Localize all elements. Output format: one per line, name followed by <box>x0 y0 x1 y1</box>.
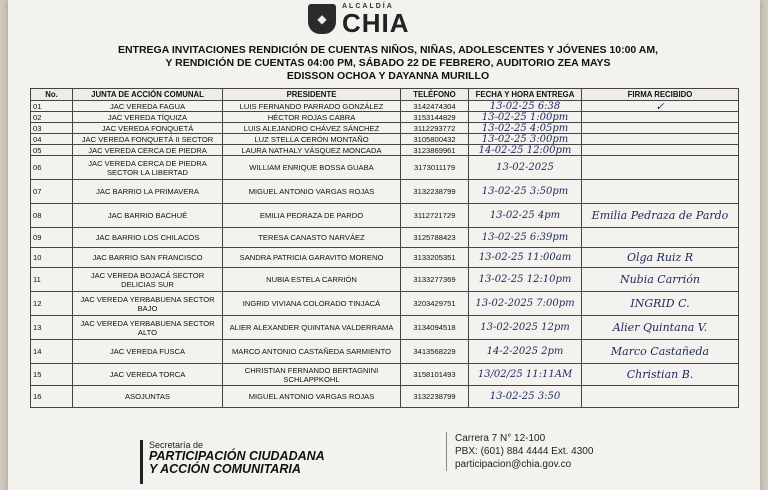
cell-junta: JAC BARRIO BACHUÉ <box>73 204 223 228</box>
cell-no: 03 <box>31 123 73 134</box>
cell-fecha: 13-02-25 4pm <box>469 204 582 228</box>
cell-presidente: LUZ STELLA CERÓN MONTAÑO <box>223 134 401 145</box>
table-row <box>31 145 739 156</box>
cell-telefono: 3142474304 <box>401 101 469 112</box>
cell-no: 15 <box>31 364 73 386</box>
heading-line-2: Y RENDICIÓN DE CUENTAS 04:00 PM, SÁBADO 22 DE FEBRERO, AUDITORIO ZEA MAYS <box>165 57 611 69</box>
cell-presidente: WILLIAM ENRIQUE BOSSA GUABA <box>223 156 401 180</box>
cell-no: 04 <box>31 134 73 145</box>
cell-fecha: 13-02-2025 <box>469 156 582 180</box>
logo-big-text: CHIA <box>342 7 410 38</box>
cell-fecha: 14-02-25 12:00pm <box>469 145 582 156</box>
cell-no: 01 <box>31 101 73 112</box>
cell-junta: JAC VEREDA YERBABUENA SECTOR ALTO <box>73 316 223 340</box>
cell-telefono: 3133277369 <box>401 268 469 292</box>
table-row <box>31 123 739 134</box>
table-row <box>31 228 739 248</box>
col-header-no: No. <box>31 89 73 101</box>
cell-junta: JAC VEREDA FONQUETÁ <box>73 123 223 134</box>
cell-fecha: 13-02-25 3:50pm <box>469 180 582 204</box>
address-text: Carrera 7 N° 12-100 <box>455 433 546 444</box>
cell-junta: JAC VEREDA BOJACÁ SECTOR DELICIAS SUR <box>73 268 223 292</box>
table-row <box>31 101 739 112</box>
email-text: participacion@chia.gov.co <box>455 459 572 470</box>
table-row <box>31 364 739 386</box>
cell-presidente: EMILIA PEDRAZA DE PARDO <box>223 204 401 228</box>
pbx-text: PBX: (601) 884 4444 Ext. 4300 <box>455 446 594 457</box>
cell-firma: INGRID C. <box>582 292 739 316</box>
secretaria-logo <box>140 440 369 484</box>
secretaria-name-line-2: Y ACCIÓN COMUNITARIA <box>149 462 301 476</box>
cell-firma: Emilia Pedraza de Pardo <box>582 204 739 228</box>
cell-telefono: 3153144829 <box>401 112 469 123</box>
cell-firma <box>582 134 739 145</box>
cell-presidente: MIGUEL ANTONIO VARGAS ROJAS <box>223 180 401 204</box>
cell-fecha: 14-2-2025 2pm <box>469 340 582 364</box>
coat-of-arms-icon: ◆ <box>308 4 336 34</box>
cell-telefono: 3413568229 <box>401 340 469 364</box>
cell-presidente: NUBIA ESTELA CARRIÓN <box>223 268 401 292</box>
cell-fecha: 13-02-25 12:10pm <box>469 268 582 292</box>
cell-presidente: ALIER ALEXANDER QUINTANA VALDERRAMA <box>223 316 401 340</box>
cell-firma: Alier Quintana V. <box>582 316 739 340</box>
cell-no: 16 <box>31 386 73 408</box>
cell-telefono: 3125788423 <box>401 228 469 248</box>
cell-fecha: 13-02-25 1:00pm <box>469 112 582 123</box>
alcaldia-logo <box>308 2 468 36</box>
cell-firma: ✓ <box>582 101 739 112</box>
cell-firma <box>582 386 739 408</box>
col-header-presidente: PRESIDENTE <box>223 89 401 101</box>
cell-presidente: CHRISTIAN FERNANDO BERTAGNINI SCHLAPPKOHL <box>223 364 401 386</box>
cell-telefono: 3132238799 <box>401 386 469 408</box>
cell-no: 10 <box>31 248 73 268</box>
table-row <box>31 316 739 340</box>
cell-junta: JAC VEREDA FONQUETÁ II SECTOR <box>73 134 223 145</box>
cell-firma: Nubia Carrión <box>582 268 739 292</box>
cell-fecha: 13-02-2025 7:00pm <box>469 292 582 316</box>
cell-presidente: INGRID VIVIANA COLORADO TINJACÁ <box>223 292 401 316</box>
cell-junta: JAC VEREDA TORCA <box>73 364 223 386</box>
cell-fecha: 13-02-25 3:50 <box>469 386 582 408</box>
delivery-table <box>30 88 739 408</box>
cell-no: 05 <box>31 145 73 156</box>
cell-junta: JAC BARRIO LA PRIMAVERA <box>73 180 223 204</box>
secretaria-name-line-1: PARTICIPACIÓN CIUDADANA <box>149 449 325 463</box>
cell-telefono: 3133205351 <box>401 248 469 268</box>
cell-telefono: 3134094518 <box>401 316 469 340</box>
cell-junta: JAC VEREDA FUSCA <box>73 340 223 364</box>
cell-no: 07 <box>31 180 73 204</box>
cell-fecha: 13-02-25 11:00am <box>469 248 582 268</box>
cell-telefono: 3158101493 <box>401 364 469 386</box>
cell-fecha: 13-02-2025 12pm <box>469 316 582 340</box>
col-header-fecha: FECHA Y HORA ENTREGA <box>469 89 582 101</box>
table-row <box>31 386 739 408</box>
contact-block <box>446 432 705 471</box>
cell-presidente: HÉCTOR ROJAS CABRA <box>223 112 401 123</box>
table-row <box>31 180 739 204</box>
cell-no: 11 <box>31 268 73 292</box>
cell-fecha: 13-02-25 6:39pm <box>469 228 582 248</box>
table-row <box>31 204 739 228</box>
cell-telefono: 3203429751 <box>401 292 469 316</box>
cell-no: 06 <box>31 156 73 180</box>
cell-firma <box>582 156 739 180</box>
col-header-telefono: TELÉFONO <box>401 89 469 101</box>
logo-small-text: ALCALDÍA <box>342 2 394 10</box>
cell-firma <box>582 228 739 248</box>
cell-fecha: 13-02-25 3:00pm <box>469 134 582 145</box>
secretaria-label: Secretaría de <box>149 440 204 450</box>
cell-presidente: MIGUEL ANTONIO VARGAS ROJAS <box>223 386 401 408</box>
cell-presidente: LUIS FERNANDO PARRADO GONZÁLEZ <box>223 101 401 112</box>
cell-firma: Christian B. <box>582 364 739 386</box>
cell-presidente: TERESA CANASTO NARVÁEZ <box>223 228 401 248</box>
cell-junta: ASOJUNTAS <box>73 386 223 408</box>
cell-firma: Marco Castañeda <box>582 340 739 364</box>
table-header-row <box>31 89 739 101</box>
table-row <box>31 156 739 180</box>
cell-firma <box>582 112 739 123</box>
cell-junta: JAC BARRIO SAN FRANCISCO <box>73 248 223 268</box>
table-row <box>31 134 739 145</box>
cell-fecha: 13/02/25 11:11AM <box>469 364 582 386</box>
cell-firma <box>582 180 739 204</box>
cell-no: 09 <box>31 228 73 248</box>
cell-firma <box>582 145 739 156</box>
cell-no: 08 <box>31 204 73 228</box>
cell-no: 02 <box>31 112 73 123</box>
cell-telefono: 3112721729 <box>401 204 469 228</box>
cell-no: 14 <box>31 340 73 364</box>
document-heading <box>28 44 748 83</box>
cell-fecha: 13-02-25 4:05pm <box>469 123 582 134</box>
cell-telefono: 3112293772 <box>401 123 469 134</box>
col-header-firma: FIRMA RECIBIDO <box>582 89 739 101</box>
cell-no: 13 <box>31 316 73 340</box>
cell-firma: Olga Ruiz R <box>582 248 739 268</box>
cell-junta: JAC VEREDA FAGUA <box>73 101 223 112</box>
table-row <box>31 248 739 268</box>
cell-telefono: 3173011179 <box>401 156 469 180</box>
cell-presidente: LUIS ALEJANDRO CHÁVEZ SÁNCHEZ <box>223 123 401 134</box>
cell-no: 12 <box>31 292 73 316</box>
col-header-junta: JUNTA DE ACCIÓN COMUNAL <box>73 89 223 101</box>
table-row <box>31 340 739 364</box>
heading-line-1: ENTREGA INVITACIONES RENDICIÓN DE CUENTAS NIÑOS, NIÑAS, ADOLESCENTES Y JÓVENES 10:00 AM, <box>117 44 659 56</box>
cell-fecha: 13-02-25 6:38 <box>469 101 582 112</box>
cell-firma <box>582 123 739 134</box>
heading-line-3: EDISSON OCHOA Y DAYANNA MURILLO <box>286 70 490 82</box>
cell-telefono: 3105800432 <box>401 134 469 145</box>
cell-telefono: 3123869961 <box>401 145 469 156</box>
table-row <box>31 268 739 292</box>
table-row <box>31 292 739 316</box>
cell-presidente: SANDRA PATRICIA GARAVITO MORENO <box>223 248 401 268</box>
cell-presidente: LAURA NATHALY VÁSQUEZ MONCADA <box>223 145 401 156</box>
cell-presidente: MARCO ANTONIO CASTAÑEDA SARMIENTO <box>223 340 401 364</box>
cell-junta: JAC VEREDA CERCA DE PIEDRA SECTOR LA LIBERTAD <box>73 156 223 180</box>
cell-telefono: 3132238799 <box>401 180 469 204</box>
cell-junta: JAC VEREDA YERBABUENA SECTOR BAJO <box>73 292 223 316</box>
cell-junta: JAC BARRIO LOS CHILACOS <box>73 228 223 248</box>
cell-junta: JAC VEREDA TÍQUIZA <box>73 112 223 123</box>
table-row <box>31 112 739 123</box>
cell-junta: JAC VEREDA CERCA DE PIEDRA <box>73 145 223 156</box>
